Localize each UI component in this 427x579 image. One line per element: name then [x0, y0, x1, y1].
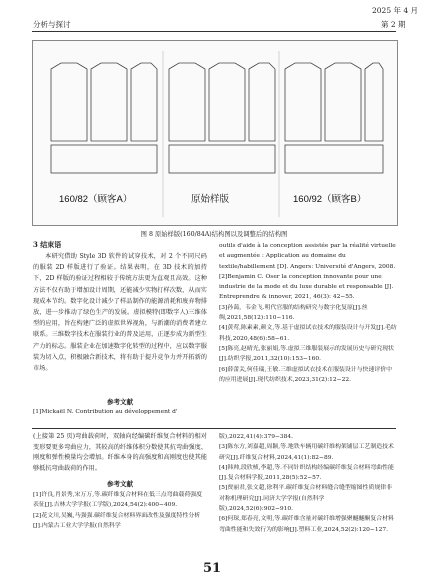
figure-8 [32, 40, 398, 226]
section-title: 分析与探讨 [33, 20, 71, 29]
reference-item: [1]Mickaël N. Contribution au développement d' [33, 409, 178, 415]
article-divider [32, 428, 396, 429]
header-rule [32, 31, 396, 32]
label-original: 原始样版 [191, 194, 230, 205]
reference-item: [5]贾丽君,张文超,徐利平.碳纤维复合材料缝合缝型缩图性质规律非对称机理研究[J].同济大学学报(自然科学版),2024,52(6):902−910. [219, 485, 393, 513]
pattern-piece [285, 145, 383, 173]
reference-item: 版),2022,41(4):379−384. [219, 434, 294, 440]
conclusion-text: 本研究借助 Style 3D 软件的试穿技术，对 2 个不同尺码的服装 2D 样版进行了验证。结果表明，在 3D 技术的加持下，2D 样版的验证过程相较于传统方法更为直观且高效。这种方法不仅有助于增加设计周期，还能减少实物打样次数，从而实现成本节约。数字化设计减少了样品制作的能源消耗和废弃物排放，进一步推动了绿色生产的发展。虚拟模特(即数字人)三维体型的应用，旨在构建广泛的虚拟世界视角，与新潮的消费者建立联系。三维数字技术在服装行业的普及运用，正逐步成为新型生产力的标志。服装企业在加速数字化转型的过程中，应以数字服装为切入点，积极融合新技术，将有助于提升竞争力并开拓新的市场。 [33, 253, 207, 373]
pattern-piece [51, 145, 157, 173]
references-heading: 参考文献 [107, 398, 133, 406]
continuation-text: (上接第 25 页)弯曲载荷时，双轴向经编碳纤维复合材料的相对变形要更多弯曲应力，其较高的纤维体积分数使其抗弯曲强度、刚度和弹性模量均会增加。纤维本身的高强度和高刚度也使其能够抵抗弯曲载荷的作用。 [33, 433, 207, 472]
pattern-piece [169, 145, 275, 173]
reference-item: [1]许良,肖景秀,宋万万,等.碳纤维复合材料在低三点弯曲载荷强度表征[J].吉林大学学报(工学版),2024,54(2):400−409. [33, 492, 202, 509]
reference-item: [3]陈东方,刘嘉超,周颖,等.地铁车辆用碳纤维构架铺层工艺制造技术研究[J].纤维复合材料,2024,41(1):82−89. [219, 444, 394, 461]
issue-date: 2025 年 4 月 [372, 6, 419, 15]
references-list-2 [33, 490, 207, 531]
pattern-piece [325, 63, 361, 141]
reference-item: [2]Benjamin C. Oser la conception innovante pour une industrie de la mode et du luxe durable et responsable [J]. Entreprendre & innover, 2021, 46(3): 42−55. [219, 273, 394, 301]
reference-item: [4]黄莺,陈素素,颜文,等.基于虚拟试衣技术的服装设计与开发[J].毛纺科技,2020,48(6):58−61. [219, 325, 397, 342]
pattern-piece [249, 63, 275, 141]
pattern-piece [285, 63, 321, 141]
pattern-piece [91, 63, 127, 141]
pattern-piece [169, 63, 205, 141]
reference-item: [4]韩帅,段欣桢,李超,等.不同针织结构经编碳纤维复合材料弯曲性能[J].复合材料学报,2011,28(5):52−57. [219, 464, 394, 482]
page-number: 51 [203, 561, 222, 576]
references-list-3 [219, 432, 397, 535]
reference-item: [6]何琛,郑春亮,文明,等.碳纤维含量对碳纤维增强聚醚醚酮复合材料弯曲性能和失效行为的影响[J].塑料工业,2024,52(2):120−127. [219, 516, 394, 533]
pattern-piece [365, 63, 383, 141]
reference-item: [3]孙蔼，韦金飞.明代官服的结构研究与数字化复原[J].丝绸,2021,58(12):110−116. [219, 304, 368, 322]
reference-item: [5]陈亮,赵晴光,张丽娟,等.虚拟三维服装展示的发展历史与研究现状[J].纺织学报,2011,32(10):153−160. [219, 345, 394, 363]
pattern-piece [209, 63, 245, 141]
issue-number: 第 2 期 [381, 20, 406, 29]
reference-item: [2]花文川,吴巍,马强强.碳纤维复合材料界面改性及强度特性分析[J].内蒙古工业大学学报(自然科学 [33, 512, 201, 529]
pattern-piece [51, 63, 87, 141]
label-customer-b: 160/92（顾客B） [293, 194, 367, 205]
references-heading-2: 参考文献 [107, 480, 133, 488]
references-list [219, 241, 397, 385]
reference-item: [6]薛蕾关,何佳瑞,王敏.三维虚拟试衣技术在服装设计与快速评价中的应用进展[J].现代纺织技术,2023,31(2):12−22. [219, 366, 393, 383]
section-heading: 3 结束语 [33, 240, 62, 249]
reference-item: outils d'aide à la conception assistée par la réalité virtuelle et augmentée : Application au domaine du textile/habillement [D]. Angers: Université d'Angers, 2008. [219, 243, 396, 270]
pattern-piece [131, 63, 157, 141]
label-customer-a: 160/82（顾客A） [59, 194, 133, 205]
figure-caption: 图 8 原始样版(160/84A)结构图以及调整后的结构图 [140, 231, 288, 238]
